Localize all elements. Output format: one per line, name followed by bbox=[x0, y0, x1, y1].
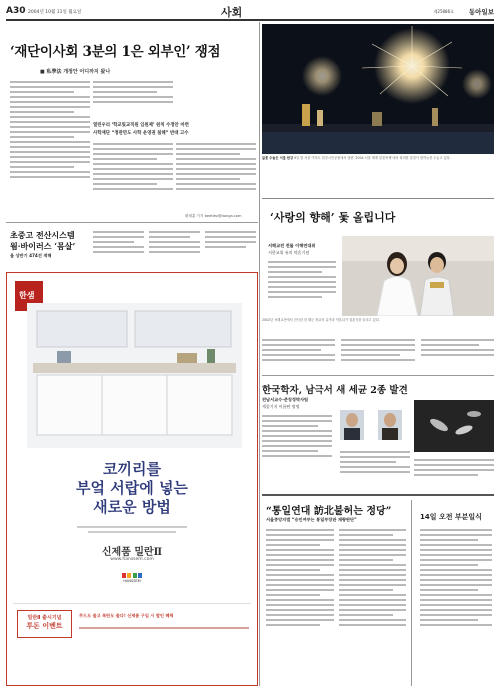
love-body-row bbox=[262, 336, 494, 372]
lead-headline: ‘재단이사회 3분의 1은 외부인’ 쟁점 bbox=[10, 44, 221, 60]
dino-body-col3 bbox=[414, 456, 494, 492]
ad-promo-title: 밀란Ⅱ 출시기념 bbox=[27, 615, 62, 621]
column-divider bbox=[411, 500, 412, 686]
page-number: A30 bbox=[6, 6, 26, 16]
col-headline: 14일 오전 부분일식 bbox=[420, 513, 482, 521]
lead-body-col1 bbox=[10, 78, 90, 213]
fireworks-photo bbox=[262, 24, 494, 154]
bacteria-photo bbox=[414, 400, 494, 452]
col-body bbox=[420, 526, 492, 686]
scientist-photo-1 bbox=[340, 410, 364, 440]
side-body bbox=[93, 228, 256, 268]
dino-body-col2 bbox=[340, 448, 410, 488]
page-date: 2004년 10월 11일 월요일 bbox=[28, 10, 82, 15]
love-photo-caption: 2002년 서해교전에서 전사한 한 해군 장교의 유족과 약혼녀가 결혼식을 올리고 있다. bbox=[262, 318, 380, 322]
wedding-photo bbox=[342, 236, 494, 316]
love-subhead: 서해교전 전몰 이해연대위 bbox=[268, 243, 316, 248]
love-subhead-2: 서한교위 유의 약혼기념 bbox=[268, 250, 310, 255]
page-header bbox=[6, 4, 494, 18]
masthead-logo: 동아일보 bbox=[468, 8, 494, 16]
side-headline: 초중고 전산시스템 bbox=[10, 230, 75, 240]
header-rule bbox=[6, 19, 494, 21]
ad-copy-2: 부엌 서랍에 넣는 bbox=[76, 479, 188, 497]
ad-copy-3: 새로운 방법 bbox=[93, 498, 171, 516]
dino-headline: 한국학자, 남극서 새 세균 2종 발견 bbox=[262, 385, 408, 396]
vertical-divider-main bbox=[259, 22, 260, 686]
lead-subhead: ■ 私學法 개정안 어디까지 왔나 bbox=[40, 69, 111, 75]
ad-promo-text: 푸드도 줄고 폭탄도 줄다! 신제품 구입 시 할인 혜택 bbox=[79, 613, 174, 618]
issue-number: 제25886호 bbox=[433, 9, 454, 14]
ad-copy-1: 코끼리를 bbox=[103, 460, 161, 478]
fireworks-caption-title: 불꽃 수놓은 서울 한강 bbox=[262, 156, 294, 160]
love-box bbox=[262, 198, 494, 232]
dino-body-col1 bbox=[262, 412, 332, 482]
lead-body-col2 bbox=[93, 78, 173, 118]
section-title: 사회 bbox=[221, 6, 243, 19]
side-subline: 올 상반기 474건 적해 bbox=[10, 253, 52, 258]
ad-fine-print bbox=[77, 523, 187, 535]
dino-subhead-2: 세종기지 이름딴 명명 bbox=[262, 404, 300, 409]
ad-promo-badge bbox=[17, 610, 72, 638]
love-body-col1 bbox=[268, 258, 336, 316]
lead-body-col3 bbox=[176, 140, 256, 213]
fireworks-caption bbox=[262, 156, 494, 186]
bottom-body bbox=[266, 526, 406, 686]
ad-footer-logo bbox=[117, 573, 147, 587]
ad-brand-logo: 한샘 bbox=[19, 290, 35, 300]
lead-body-col2b bbox=[93, 140, 173, 213]
bottom-subhead: 서울중앙지법 “승인여부는 통일부장관 재량판단” bbox=[266, 517, 357, 522]
bottom-headline: “통일연대 訪北불허는 정당” bbox=[266, 506, 392, 517]
dino-rule bbox=[262, 375, 494, 376]
bottom-rule bbox=[262, 494, 494, 496]
lead-subhead-2a: 열린우리 ‘학교및교직원 임원제’ 원칙 수정안 마련 bbox=[93, 123, 189, 128]
side-headline-2: 웜·바이러스 ‘몸살’ bbox=[10, 241, 76, 251]
lead-byline: 황태훈 기자 beetlez@donga.com bbox=[185, 214, 242, 218]
love-headline: ‘사랑의 향해’ 돛 올립니다 bbox=[270, 211, 396, 224]
kitchen-photo bbox=[27, 303, 242, 448]
ad-footer-logo-text: HANSSEM bbox=[123, 579, 141, 583]
ad-promo-fine bbox=[79, 624, 249, 636]
ad-url[interactable]: www.hanssem.com bbox=[110, 557, 154, 562]
lead-subhead-2b: 사학재단 “정관만도 사학 운영권 침해” 반대 고수 bbox=[93, 131, 189, 136]
ad-promo-sub: 투돈 이벤트 bbox=[26, 622, 63, 630]
dino-subhead: 전남서교수·준칭정박사팀 bbox=[262, 397, 309, 402]
fireworks-caption-text: 9일 밤 서울 여의도 한강시민공원에서 열린 ‘2004 서울 세계 불꽃축제’에서 화려한 불꽃이 밤하늘을 수놓고 있다. bbox=[294, 156, 451, 160]
scientist-photo-2 bbox=[378, 410, 402, 440]
hanssem-ad bbox=[6, 272, 258, 686]
ad-product-name: 신제품 밀란Ⅱ bbox=[101, 547, 163, 558]
side-rule bbox=[6, 222, 258, 223]
ad-promo-bar bbox=[13, 603, 251, 643]
